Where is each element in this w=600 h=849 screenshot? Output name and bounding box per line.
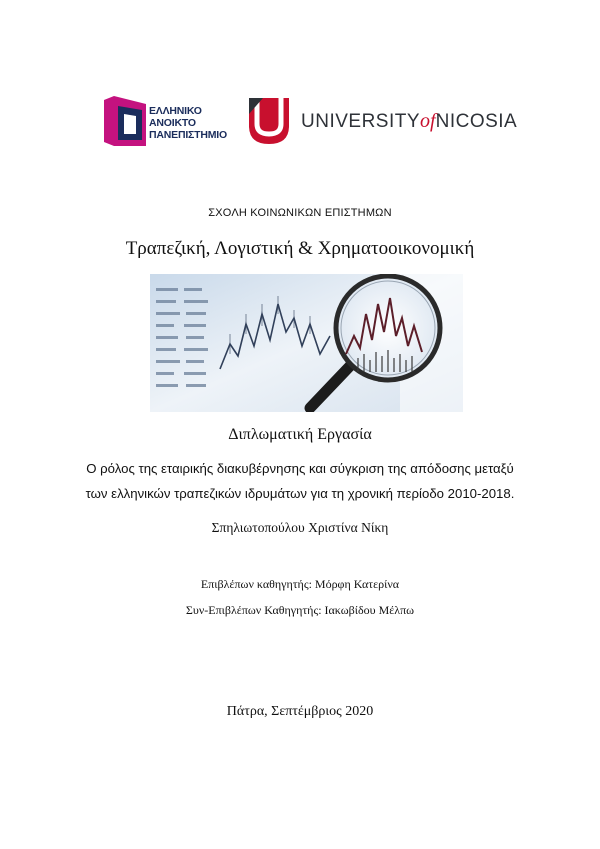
hou-line-2: ΑΝΟΙΚΤΟ [149, 117, 196, 129]
university-of-nicosia-logo [249, 98, 519, 144]
finance-magnifier-image [150, 274, 463, 412]
unic-wordmark [301, 110, 517, 133]
thesis-title-line-2: των ελληνικών τραπεζικών ιδρυμάτων για τη χρονική περίοδο 2010-2018. [85, 486, 515, 501]
unic-word-university: UNIVERSITY [301, 111, 421, 132]
department-title: Τραπεζική, Λογιστική & Χρηματοοικονομική [125, 238, 475, 259]
hou-wordmark [149, 105, 227, 141]
hou-emblem-icon [102, 96, 148, 146]
hou-line-1: ΕΛΛΗΝΙΚΟ [149, 105, 202, 117]
hou-line-3: ΠΑΝΕΠΙΣΤΗΜΙΟ [149, 129, 227, 141]
place-and-date: Πάτρα, Σεπτέμβριος 2020 [226, 704, 374, 719]
unic-shield-icon [249, 98, 289, 144]
co-supervisor: Συν-Επιβλέπων Καθηγητής: Ιακωβίδου Μέλπω [185, 603, 415, 617]
supervisor: Επιβλέπων καθηγητής: Μόρφη Κατερίνα [200, 577, 400, 591]
school-name: ΣΧΟΛΗ ΚΟΙΝΩΝΙΚΩΝ ΕΠΙΣΤΗΜΩΝ [208, 207, 392, 219]
unic-word-of: of [420, 110, 436, 132]
thesis-title-line-1: Ο ρόλος της εταιρικής διακυβέρνησης και σύγκριση της απόδοσης μεταξύ [86, 461, 514, 476]
author-name: Σπηλιωτοπούλου Χριστίνα Νίκη [211, 520, 389, 535]
document-type: Διπλωματική Εργασία [228, 426, 372, 443]
unic-word-nicosia: NICOSIA [435, 111, 518, 132]
hellenic-open-university-logo [102, 96, 232, 146]
